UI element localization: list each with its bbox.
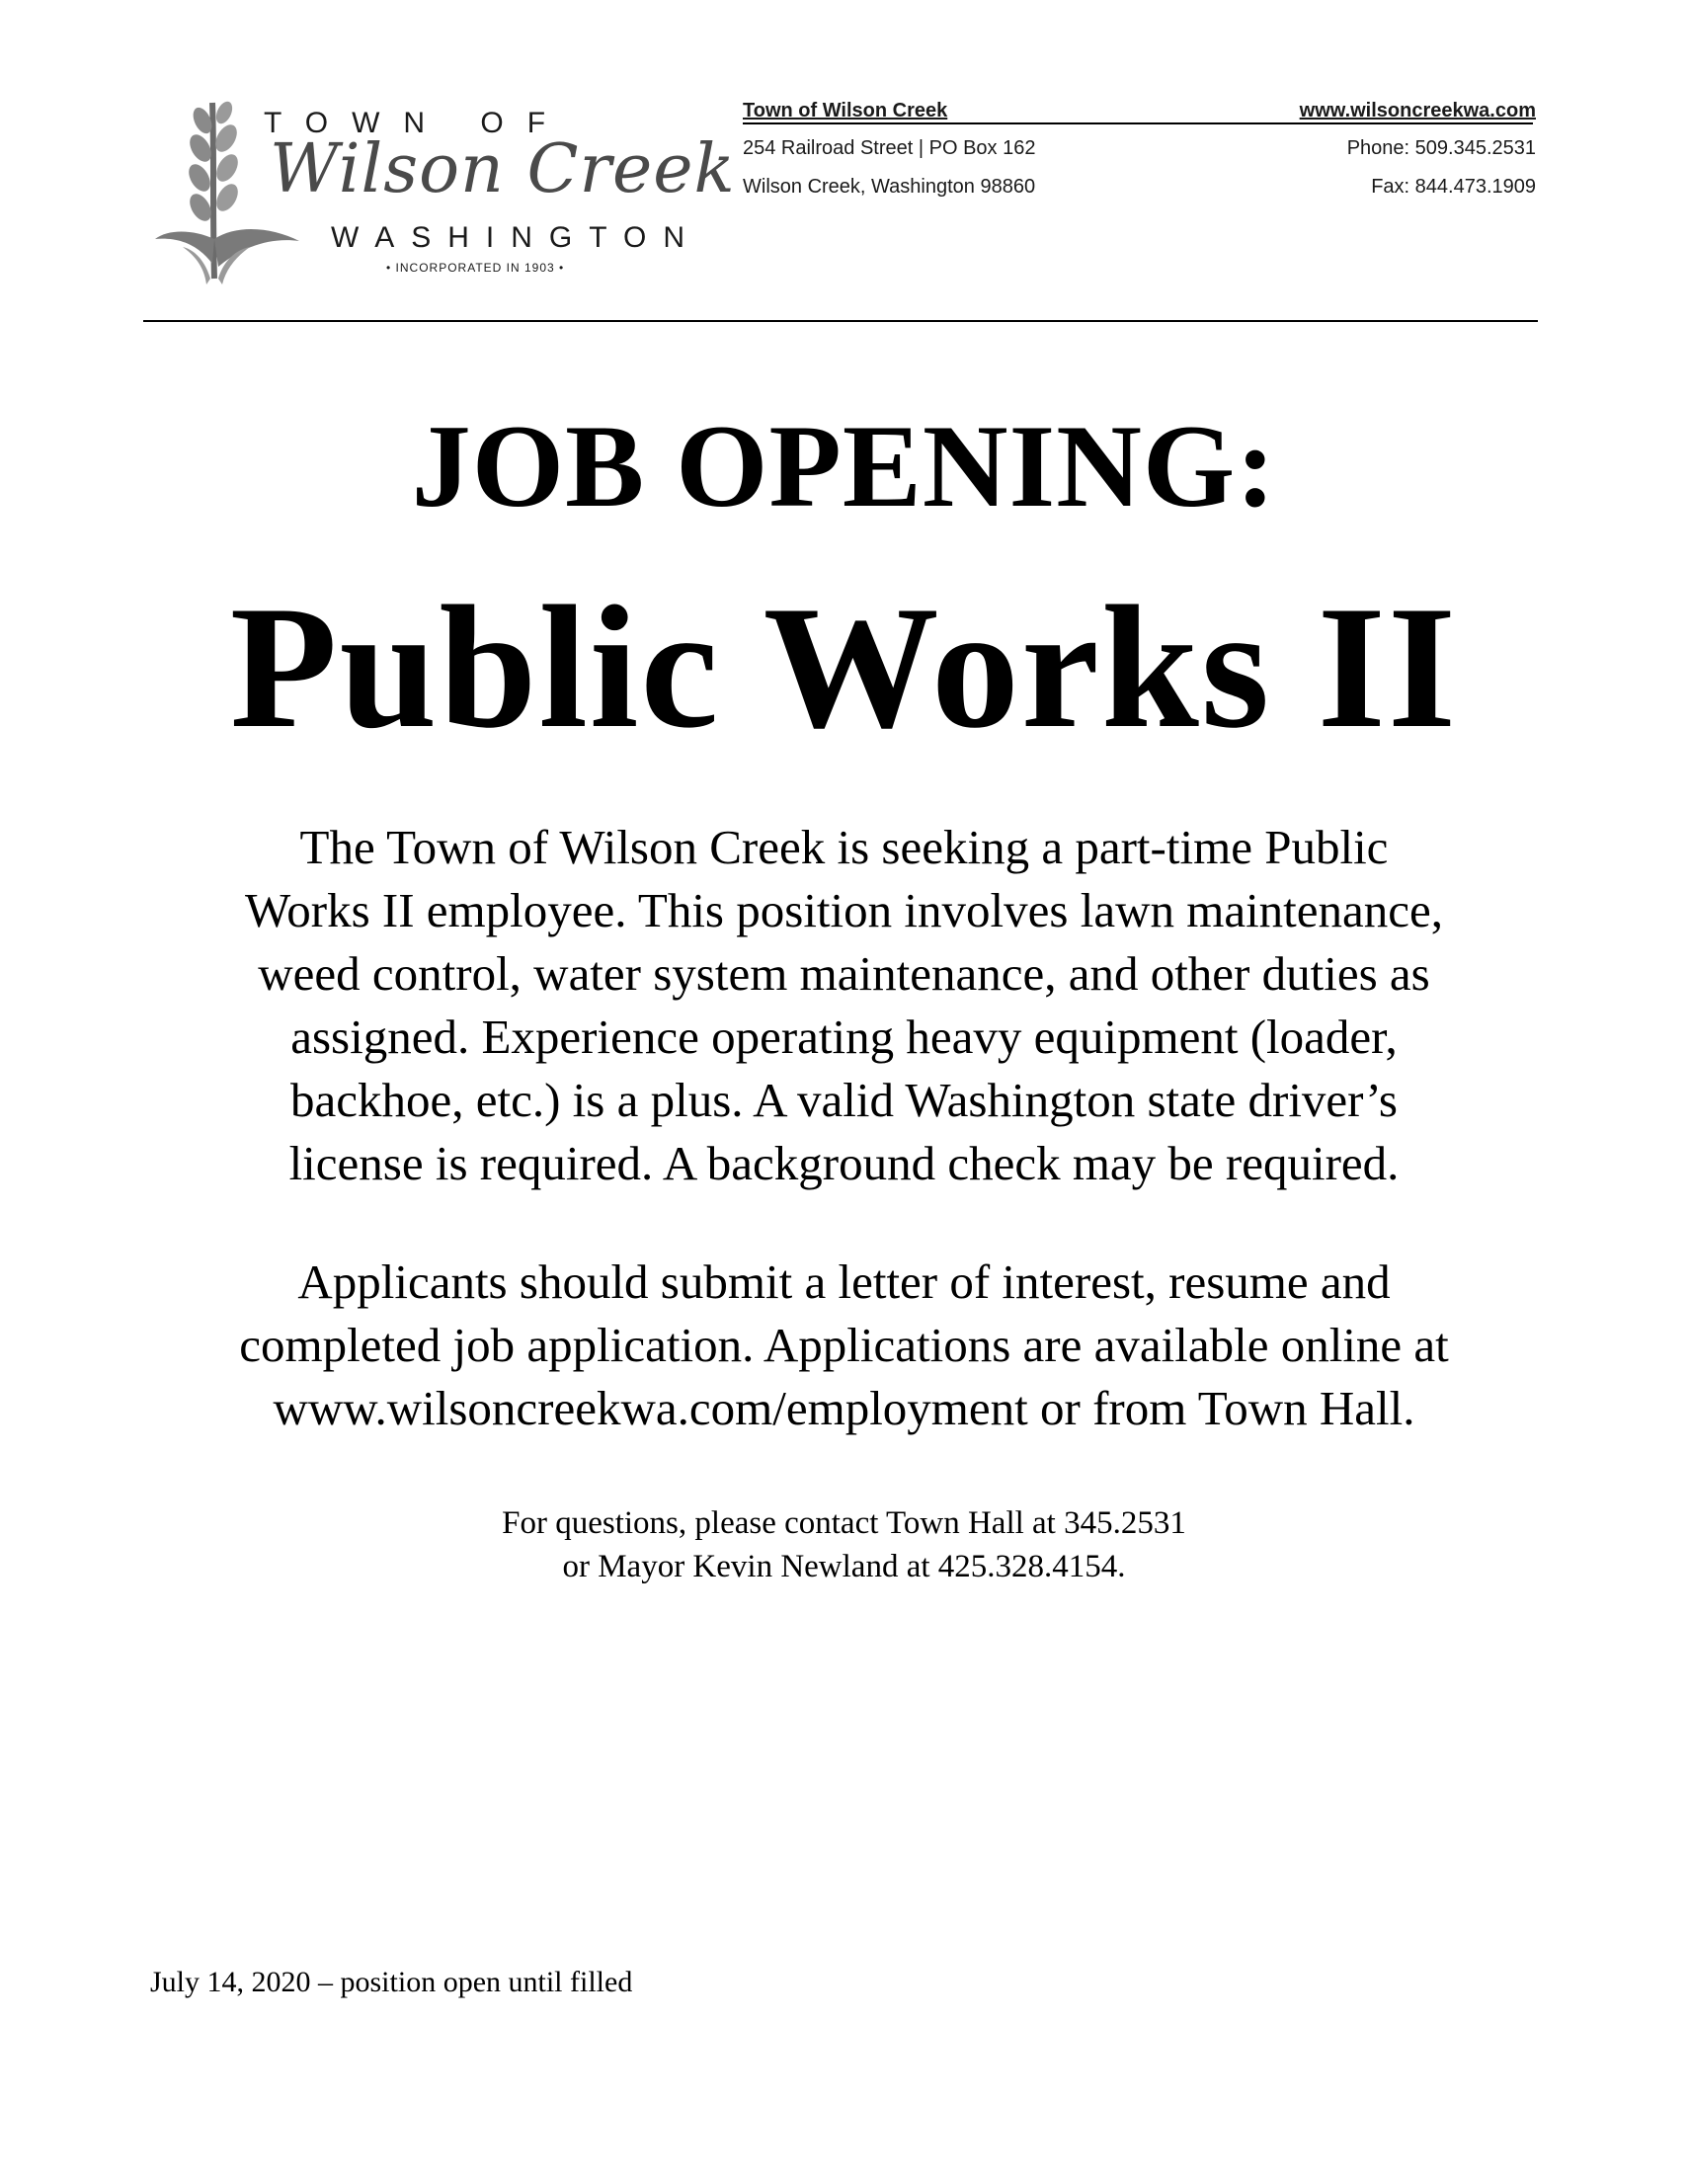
questions-line: or Mayor Kevin Newland at 425.328.4154. xyxy=(562,1549,1126,1584)
logo-incorporated: • INCORPORATED IN 1903 • xyxy=(386,261,565,275)
application-instructions xyxy=(99,1251,1589,1440)
application-line: www.wilsoncreekwa.com/employment or from Town Hall. xyxy=(273,1381,1415,1435)
application-line: completed job application. Applications are available online at xyxy=(239,1318,1449,1372)
job-description xyxy=(99,816,1589,1195)
description-line: assigned. Experience operating heavy equipment (loader, xyxy=(290,1010,1398,1064)
posting-date: July 14, 2020 – position open until filled xyxy=(150,1966,633,1998)
description-line: Works II employee. This position involves lawn maintenance, xyxy=(244,883,1444,937)
job-opening-heading: JOB OPENING: xyxy=(411,400,1277,531)
city-line: Wilson Creek, Washington 98860 xyxy=(743,176,1036,198)
contact-questions xyxy=(0,1501,1688,1588)
description-line: backhoe, etc.) is a plus. A valid Washington state driver’s xyxy=(289,1073,1399,1127)
application-line: Applicants should submit a letter of interest, resume and xyxy=(297,1254,1391,1309)
description-line: weed control, water system maintenance, and other duties as xyxy=(258,946,1430,1001)
position-title: Public Works II xyxy=(229,569,1459,765)
town-logo xyxy=(153,91,736,288)
contact-divider xyxy=(743,122,1533,124)
logo-town-name: Wilson Creek xyxy=(270,130,736,208)
org-name: Town of Wilson Creek xyxy=(743,100,948,121)
fax-number: Fax: 844.473.1909 xyxy=(1371,176,1536,198)
questions-line: For questions, please contact Town Hall at 345.2531 xyxy=(502,1505,1186,1541)
description-line: license is required. A background check may be required. xyxy=(288,1136,1400,1190)
address-line: 254 Railroad Street | PO Box 162 xyxy=(743,137,1036,159)
website-link[interactable]: www.wilsoncreekwa.com xyxy=(1299,100,1536,121)
phone-number: Phone: 509.345.2531 xyxy=(1346,137,1536,159)
logo-state: WASHINGTON xyxy=(331,221,702,254)
description-line: The Town of Wilson Creek is seeking a part-time Public xyxy=(299,820,1389,874)
header-divider xyxy=(143,320,1538,322)
logo-town-of: TOWN OF xyxy=(264,107,570,139)
